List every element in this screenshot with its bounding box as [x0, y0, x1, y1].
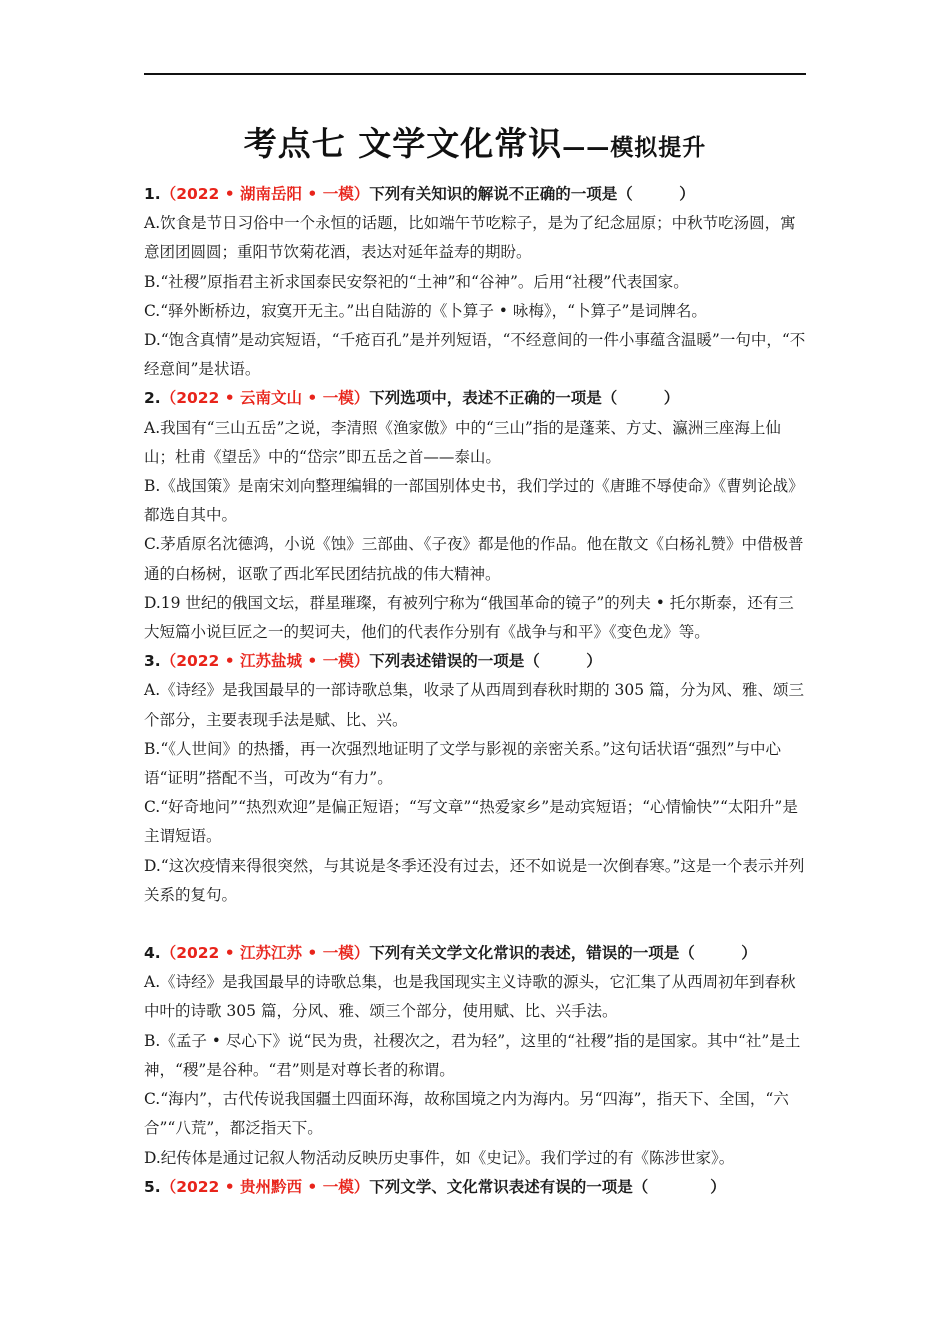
question-5 [144, 1173, 806, 1202]
question-stem: 下列文学、文化常识表述有误的一项是（ ） [369, 1177, 726, 1196]
option-c: C.“好奇地问”“热烈欢迎”是偏正短语；“写文章”“热爱家乡”是动宾短语；“心情愉快”“太阳升”是主谓短语。 [144, 798, 798, 846]
question-number: 5. [144, 1177, 161, 1196]
option-d: D.“饱含真情”是动宾短语，“千疮百孔”是并列短语，“不经意间的一件小事蕴含温暖”一句中，“不经意间”是状语。 [144, 331, 806, 379]
question-stem: 下列有关文学文化常识的表述，错误的一项是（ ） [369, 944, 757, 963]
option-a: A.我国有“三山五岳”之说，李清照《渔家傲》中的“三山”指的是蓬莱、方丈、瀛洲三座海上仙山；杜甫《望岳》中的“岱宗”即五岳之首——泰山。 [144, 418, 781, 466]
option-c: C.“海内”，古代传说我国疆土四面环海，故称国境之内为海内。另“四海”，指天下、全国，“六合”“八荒”，都泛指天下。 [144, 1090, 789, 1138]
option-b: B.《孟子 • 尽心下》说“民为贵，社稷次之，君为轻”，这里的“社稷”指的是国家。其中“社”是土神，“稷”是谷种。“君”则是对尊长者的称谓。 [144, 1031, 801, 1079]
question-heading [144, 647, 806, 676]
option-c: C.“驿外断桥边，寂寞开无主。”出自陆游的《卜算子 • 咏梅》，“卜算子”是词牌名。 [144, 301, 707, 320]
option-a: A.饮食是节日习俗中一个永恒的话题，比如端午节吃粽子，是为了纪念屈原；中秋节吃汤圆，寓意团团圆圆；重阳节饮菊花酒，表达对延年益寿的期盼。 [144, 214, 796, 262]
question-heading [144, 939, 806, 968]
question-number: 1. [144, 185, 161, 203]
question-heading [144, 180, 806, 209]
option-b: B.《战国策》是南宋刘向整理编辑的一部国别体史书，我们学过的《唐雎不辱使命》《曹刿论战》都选自其中。 [144, 477, 804, 525]
option-b: B.“社稷”原指君主祈求国泰民安祭祀的“土神”和“谷神”。后用“社稷”代表国家。 [144, 272, 689, 291]
question-source: （2022 • 湖南岳阳 • 一模） [160, 185, 370, 203]
question-heading [144, 1173, 806, 1202]
question-source: （2022 • 云南文山 • 一模） [160, 389, 370, 408]
question-source: （2022 • 江苏盐城 • 一模） [160, 652, 370, 671]
question-number: 3. [144, 652, 161, 671]
question-source: （2022 • 江苏江苏 • 一模） [160, 944, 370, 963]
question-number: 4. [144, 944, 161, 963]
option-c: C.茅盾原名沈德鸿，小说《蚀》三部曲、《子夜》都是他的作品。他在散文《白杨礼赞》中借极普通的白杨树，讴歌了西北军民团结抗战的伟大精神。 [144, 535, 804, 583]
question-heading [144, 384, 806, 413]
title-main: 考点七 文学文化常识 [243, 124, 563, 163]
option-b: B.“《人世间》的热播，再一次强烈地证明了文学与影视的亲密关系。”这句话状语“强烈”与中心语“证明”搭配不当，可改为“有力”。 [144, 739, 782, 788]
blank-line [144, 910, 806, 939]
question-stem: 下列有关知识的解说不正确的一项是（ ） [369, 185, 695, 203]
question-list [144, 180, 806, 1202]
question-1 [144, 180, 806, 384]
option-d: D.19 世纪的俄国文坛，群星璀璨，有被列宁称为“俄国革命的镜子”的列夫 • 托尔斯泰，还有三大短篇小说巨匠之一的契诃夫，他们的代表作分别有《战争与和平》《变色龙》等。 [144, 593, 794, 642]
question-stem: 下列表述错误的一项是（ ） [369, 652, 602, 671]
option-a: A.《诗经》是我国最早的一部诗歌总集，收录了从西周到春秋时期的 305 篇，分为风、雅、颂三个部分，主要表现手法是赋、比、兴。 [144, 681, 805, 729]
header-rule [144, 73, 806, 75]
title-sub: ——模拟提升 [562, 135, 707, 161]
page-title [0, 118, 950, 165]
question-source: （2022 • 贵州黔西 • 一模） [160, 1177, 370, 1196]
question-4 [144, 939, 806, 1173]
option-d: D.“这次疫情来得很突然，与其说是冬季还没有过去，还不如说是一次倒春寒。”这是一个表示并列关系的复句。 [144, 856, 805, 904]
option-d: D.纪传体是通过记叙人物活动反映历史事件，如《史记》。我们学过的有《陈涉世家》。 [144, 1148, 735, 1167]
question-3 [144, 647, 806, 910]
option-a: A.《诗经》是我国最早的诗歌总集，也是我国现实主义诗歌的源头，它汇集了从西周初年到春秋中叶的诗歌 305 篇，分风、雅、颂三个部分，使用赋、比、兴手法。 [144, 973, 796, 1021]
question-2 [144, 384, 806, 647]
question-number: 2. [144, 389, 161, 408]
question-stem: 下列选项中，表述不正确的一项是（ ） [369, 389, 680, 408]
